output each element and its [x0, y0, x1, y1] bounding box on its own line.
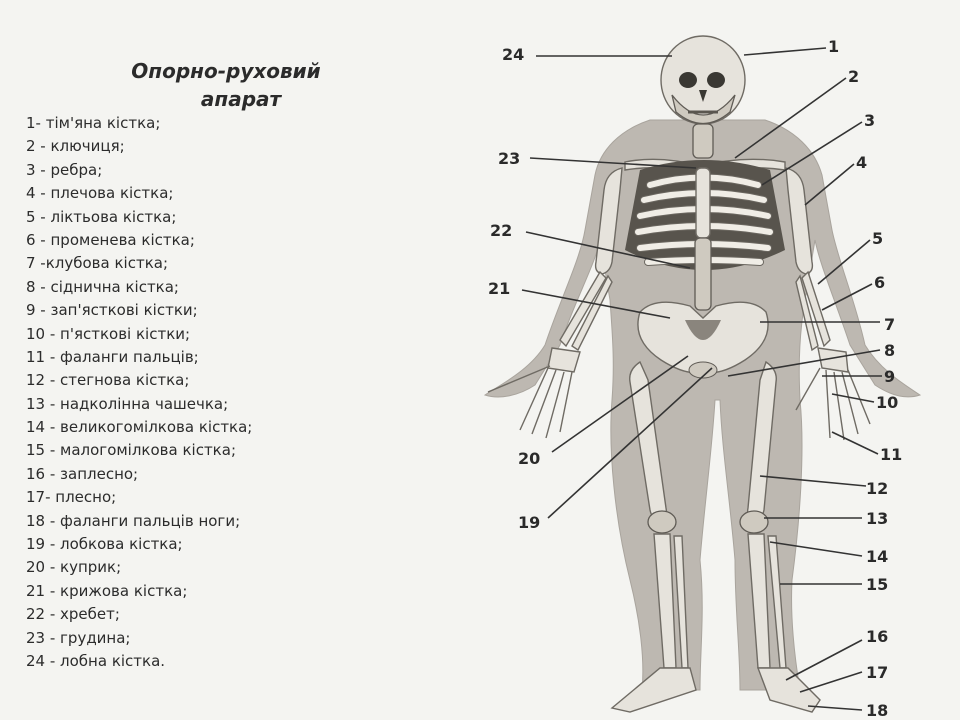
callout-1: 1: [828, 37, 840, 56]
callout-9: 9: [884, 367, 896, 386]
cervical-spine: [693, 124, 713, 158]
right-eye-socket: [707, 72, 725, 88]
left-patella: [648, 511, 676, 533]
title-line-2: апарат: [200, 87, 282, 111]
legend-item: 18 - фаланги пальців ноги;: [26, 511, 241, 530]
left-eye-socket: [679, 72, 697, 88]
legend-item: 15 - малогомілкова кістка;: [26, 441, 236, 460]
legend-item: 22 - хребет;: [26, 605, 120, 624]
callout-21: 21: [488, 279, 511, 298]
legend-item: 7 -клубова кістка;: [26, 254, 168, 273]
legend-item: 19 - лобкова кістка;: [26, 535, 183, 554]
right-patella: [740, 511, 768, 533]
callout-13: 13: [866, 509, 889, 528]
callout-19: 19: [518, 513, 541, 532]
callout-11: 11: [880, 445, 903, 464]
legend-item: 1- тім'яна кістка;: [26, 114, 161, 132]
legend-item: 11 - фаланги пальців;: [26, 347, 199, 366]
callout-4: 4: [856, 153, 868, 172]
legend-item: 5 - ліктьова кістка;: [26, 207, 177, 226]
legend-item: 21 - крижова кістка;: [26, 581, 188, 600]
title-line-1: Опорно-руховий: [131, 59, 321, 83]
legend-item: 8 - сіднична кістка;: [26, 277, 179, 296]
callout-24: 24: [502, 45, 525, 64]
legend-item: 14 - великогомілкова кістка;: [26, 418, 253, 437]
legend-item: 16 - заплесно;: [26, 464, 139, 483]
callout-8: 8: [884, 341, 896, 360]
legend-item: 12 - стегнова кістка;: [26, 371, 190, 390]
legend-item: 13 - надколінна чашечка;: [26, 394, 229, 413]
callout-20: 20: [518, 449, 541, 468]
spine: [695, 238, 711, 310]
callout-2: 2: [848, 67, 860, 86]
callout-10: 10: [876, 393, 899, 412]
callout-22: 22: [490, 221, 513, 240]
skull: [661, 36, 745, 124]
callout-23: 23: [498, 149, 521, 168]
callout-3: 3: [864, 111, 876, 130]
callout-16: 16: [866, 627, 889, 646]
legend-item: 3 - ребра;: [26, 160, 103, 179]
legend-item: 4 - плечова кістка;: [26, 184, 174, 203]
sternum: [696, 168, 710, 238]
callout-17: 17: [866, 663, 889, 682]
legend-item: 9 - зап'ясткові кістки;: [26, 301, 198, 320]
callout-6: 6: [874, 273, 886, 292]
legend-item: 24 - лобна кістка.: [26, 651, 166, 670]
legend-item: 17- плесно;: [26, 488, 117, 507]
callout-5: 5: [872, 229, 884, 248]
legend-item: 6 - променева кістка;: [26, 230, 195, 249]
legend-item: 23 - грудина;: [26, 628, 131, 647]
callout-12: 12: [866, 479, 889, 498]
callout-7: 7: [884, 315, 896, 334]
legend-item: 20 - куприк;: [26, 558, 122, 577]
callout-14: 14: [866, 547, 889, 566]
legend-item: 10 - п'ясткові кістки;: [26, 324, 191, 343]
callout-15: 15: [866, 575, 889, 594]
legend-item: 2 - ключиця;: [26, 137, 125, 156]
callout-18: 18: [866, 701, 889, 720]
